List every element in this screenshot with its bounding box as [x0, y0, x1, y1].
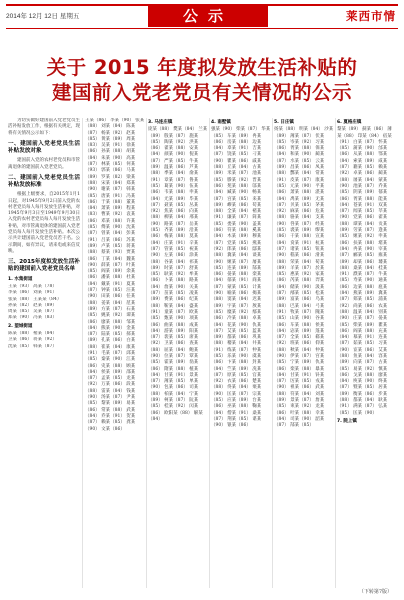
column-6 [337, 118, 396, 588]
section-2-text: 根据上级要求，自2015年1月1日起，对1945年9月2日前入党的农村老党员每人每月发放生活补贴，对1945年9月3日至1949年9月30日入党的农村老党员每人每月发放生活补贴，对市管离退休的建国前入党老党员每人每月发放生活补贴。本次公示共计建国前入党老党员若干名。公示期间，如有异议，请来电或来信反映。 [8, 192, 80, 254]
list-item: 郑某（90） 冯某（83） [8, 315, 57, 321]
column-divider [82, 118, 83, 588]
page-header [6, 8, 398, 26]
issue-date: 2014年 12月 12日 星期五 [6, 13, 80, 20]
column-2 [85, 118, 145, 588]
section-2-heading: 二、建国前入党老党员生活补贴发放标准 [8, 174, 80, 189]
township-heading: 2. 望城街道 [8, 323, 33, 329]
township-heading: 4. 南墅镇 [211, 120, 231, 125]
continued-note: （下转第7版） [358, 589, 392, 595]
township-heading: 3. 马连庄镇 [148, 120, 173, 125]
name-list: 强某（90） 柴某（87） 华某（85） 车某（89） 冉某（86） 房某（88） 边某（84） 辜某（91） 吉某（87） 饶某（85） 刁某（90） 瞿某（86） 戚某（88） 丘某（84） 古某（89） 米某（87） 池某（85） 滕某（92） 晋某（86） 苑某（88） 邬某（84） 臧某（90） 畅某（87） 宫某（85） 来某（89） 嵺某（86） 苟某（88） 全某（84） 褚某（91） 廉某（87） 简某（85） 娄某（90） 盖某（86） 符某（88） 奚某（84） 木某（89） 穆某（87） 党某（85） 燕某（92） 郎某（86） 邸某（88） 冀某（84） 谈某（90） 姬某（87） 屠某（85） 连某（89） 郜某（86） 晏某（88） 栾某（84） 郁某（91） 商某（87） 蒙某（85） 计某（90） 喻某（86） 揭某（88） 窦某（84） 迟某（89） 宇某（87） 敖某（85） 糜某（92） 鄢某（86） 冷某（88） 卓某（84） 花某（90） 仇某（87） 艾某（85） 蓝某（89） 都某（86） 巩某（88） 稽某（84） 井某（91） 练某（87） 仲某（85） 乐某（90） 虞某（86） 卞某（88） 封某（84） 竺某（89） 冼某（87） 原某（85） 官某（92） 衣某（86） 楚某（88） 佟某（84） 栗某（90） 匡某（87） 宗某（85） 应某（89） 台某（86） 巫某（88） 鞠某（84） 僧某（91） 桑某（87） 荆某（85） 谌某（90） 银某（86） [211, 127, 271, 429]
column-divider [272, 118, 273, 588]
township-heading: 5. 日庄镇 [274, 120, 294, 125]
name-list: 黎某（89） 蓟某（86） 薄某（88） 印某（84） 宿某（91） 白某（87） 怀某（85） 蒲某（90） 邰某（86） 从某（88） 鄂某（84） 索某（89） 咸某（87） 籍某（85） 赖某（92） 卓某（86） 蔺某（88） 屠某（84） 蒙某（90） 池某（87） 乔某（85） 阴某（89） 郁某（86） 胥某（88） 能某（84） 苍某（91） 双某（87） 闻某（85） 莘某（90） 党某（86） 翟某（88） 谭某（84） 贡某（89） 劳某（87） 逄某（85） 姬某（92） 申某（86） 扶某（88） 堵某（84） 冉某（90） 宰某（87） 郦某（85） 雍某（89） 却某（86） 璩某（88） 桑某（84） 桂某（91） 濮某（87） 牛某（85） 寿某（90） 通某（86） 边某（88） 扈某（84） 燕某（89） 冀某（87） 郏某（85） 浦某（92） 尚某（86） 农某（88） 温某（84） 别某（90） 庄某（87） 晏某（85） 柴某（89） 瞿某（86） 阎某（88） 充某（84） 慕某（91） 连某（87） 茹某（85） 习某（90） 宦某（86） 艾某（88） 鱼某（84） 容某（89） 向某（87） 古某（85） 易某（92） 慎某（86） 戈某（88） 廖某（84） 庾某（90） 终某（87） 暨某（85） 居某（89） 衡某（86） 步某（88） 都某（84） 耿某（91） 满某（87） 弘某（85） 匡某（90） [337, 127, 392, 416]
list-item: 张某（88） 王某某（84） [8, 296, 62, 302]
newspaper-name: 莱西市情 [346, 9, 396, 23]
column-divider [146, 118, 147, 588]
township-heading: 6. 夏格庄镇 [337, 120, 362, 125]
intro-paragraph: 为切实做好建国前入党老党员生活补贴发放工作，根据有关规定，现将有关情况公示如下： [8, 118, 80, 136]
header-rule [6, 28, 398, 29]
article-title [6, 55, 398, 105]
section-title: 公示 [148, 5, 268, 27]
name-list: 王某（86） 李某（90） 张某（88） 刘某（84） 陈某（87） 杨某（92） 赵某（85） 黄某（89） 周某（83） 吴某（91） 徐某（86） 孙某（88） 胡某（84） 朱某（90） 高某（87） 林某（85） 何某（93） 郭某（86） 马某（89） 罗某（82） 梁某（88） 宋某（84） 郑某（90） 谢某（87） 韩某（85） 唐某（91） 冯某（86） 于某（88） 董某（84） 萧某（89） 程某（83） 曹某（92） 袁某（86） 邓某（88） 许某（85） 傅某（90） 沈某（87） 曾某（84） 彭某（91） 吕某（86） 苏某（89） 卢某（85） 蒋某（88） 蔡某（93） 贾某（86） 丁某（84） 魏某（90） 薛某（87） 叶某（85） 阎某（89） 余某（86） 潘某（88） 杜某（84） 戴某（91） 夏某（87） 钟某（85） 汪某（90） 田某（86） 任某（88） 姜某（84） 范某（89） 方某（87） 石某（85） 姚某（92） 谭某（86） 廖某（88） 邹某（84） 熊某（90） 金某（87） 陆某（85） 郝某（89） 孔某（86） 白某（88） 崔某（84） 康某（91） 毛某（87） 邱某（85） 秦某（90） 江某（86） 史某（88） 顾某（84） 侯某（89） 邵某（87） 孟某（85） 龙某（92） 万某（86） 段某（88） 雷某（84） 钱某（90） 汤某（87） 尹某（85） 黎某（89） 易某（86） 常某（88） 武某（84） 乔某（91） 贺某（87） 赖某（85） 龚某（90） 文某（86） [85, 118, 145, 432]
list-item: 陈某（88） 褚某（84） [8, 331, 57, 337]
section-1-text: 建国前入党的农村老党员和市管离退休的建国前入党老党员。 [8, 158, 80, 170]
township-heading: 7. 院上镇 [337, 418, 357, 424]
name-list: 扬某（88） 明某（84） 沙某（89） 薄某（87） 伏某（85） 岑某（92） 习某（86） 胥某（88） 保某（84） 和某（90） 蔺某（87） 水某（85） 云某（89） 昌某（86） 凤某（88） 酆某（84） 常某（91） 皮某（87） 康某（85） 元某（90） 平某（86） 萧某（88） 湛某（84） 禹某（89） 无某（87） 贝某（85） 茅某（92） 麻某（86） 危某（88） 骆某（84） 支某（90） 咎某（87） 经某（85） 裘某（89） 缪某（86） 干某（88） 宣某（84） 贲某（91） 杭某（87） 诸某（85） 钮某（90） 嵇某（86） 滑某（88） 荣某（84） 荀某（89） 羊某（87） 於某（85） 惠某（92） 家某（86） 芮某（88） 羿某（84） 储某（90） 汲某（87） 邴某（85） 松某（89） 富某（86） 乌某（88） 巴某（84） 弓某（91） 牧某（87） 隗某（85） 山某（90） 谷某（86） 车某（88） 侯某（84） 宓某（89） 蓬某（87） 全某（85） 郗某（92） 班某（86） 仰某（88） 秋某（84） 仲某（90） 伊某（87） 宫某（85） 宁某（89） 仇某（86） 栾某（88） 暴某（84） 甘某（91） 钭某（87） 厉某（85） 戎某（90） 祖某（86） 武某（88） 符某（84） 刘某（89） 景某（87） 詹某（85） 束某（92） 龙某（86） 叶某（88） 幸某（84） 司某（90） 韶某（87） 郜某（85） [274, 127, 334, 429]
section-1-heading: 一、建国前入党老党员生活补贴发放对象 [8, 140, 80, 155]
section-3-heading: 三、2015年度拟发放生活补贴的建国前入党老党员名单 [8, 259, 80, 273]
column-divider [209, 118, 210, 588]
column-1 [8, 118, 80, 588]
list-item: 周某（85） 吴某（87） [8, 309, 57, 315]
list-item: 孙某（82） 赵某（89） [8, 302, 57, 308]
column-divider [335, 118, 336, 588]
list-item: 卫某（86） 蒋某（92） [8, 337, 57, 343]
article-body [8, 118, 396, 588]
title-line-1: 关于 2015 年度拟发放生活补贴的 [46, 56, 358, 79]
column-5 [274, 118, 334, 588]
name-list: 庞某（88） 樊某（84） 兰某（89） 殷某（87） 施某（85） 陶某（92） 洪某（86） 翟某（88） 安某（84） 颜某（90） 倪某（87） 严某（85） 牛某（89） 温某（86） 芦某（88） 季某（84） 俞某（91） 章某（87） 鲁某（85） 葛某（90） 伍某（86） 韦某（88） 申某（84） 尤某（89） 毕某（87） 聂某（85） 丛某（92） 焦某（86） 向某（88） 柳某（84） 邢某（90） 路某（87） 岳某（85） 齐某（89） 沿某（86） 梅某（88） 莫某（84） 庄某（91） 辛某（87） 管某（85） 祝某（90） 左某（86） 涂某（88） 谷某（84） 祁某（89） 时某（87） 舒某（85） 耿某（92） 牟某（86） 卜某（88） 路某（84） 詹某（90） 关某（87） 苗某（85） 凌某（89） 费某（86） 纪某（88） 靳某（84） 盛某（91） 童某（87） 欧某（85） 甄某（90） 项某（86） 曲某（88） 成某（84） 游某（89） 阳某（87） 裴某（85） 席某（92） 卫某（86） 查某（88） 屈某（84） 鲍某（90） 位某（87） 覃某（85） 霍某（89） 翁某（86） 隋某（88） 植某（84） 甘某（91） 景某（87） 薄某（85） 单某（90） 包某（86） 司某（88） 柏某（84） 宁某（89） 柯某（87） 阮某（85） 桂某（92） 闵某（86） 欧阳某（88） 解某（84） [148, 127, 208, 422]
list-item: 沈某（85） 韩某（87） [8, 343, 57, 349]
title-line-2: 建国前入党老党员有关情况的公示 [51, 81, 352, 104]
township-heading: 1. 水集街道 [8, 276, 33, 282]
column-4 [211, 118, 271, 588]
list-item: 王某（93） 高某（78） [8, 283, 57, 289]
column-3 [148, 118, 208, 588]
list-item: 李某（86） 刘某（91） [8, 290, 57, 296]
